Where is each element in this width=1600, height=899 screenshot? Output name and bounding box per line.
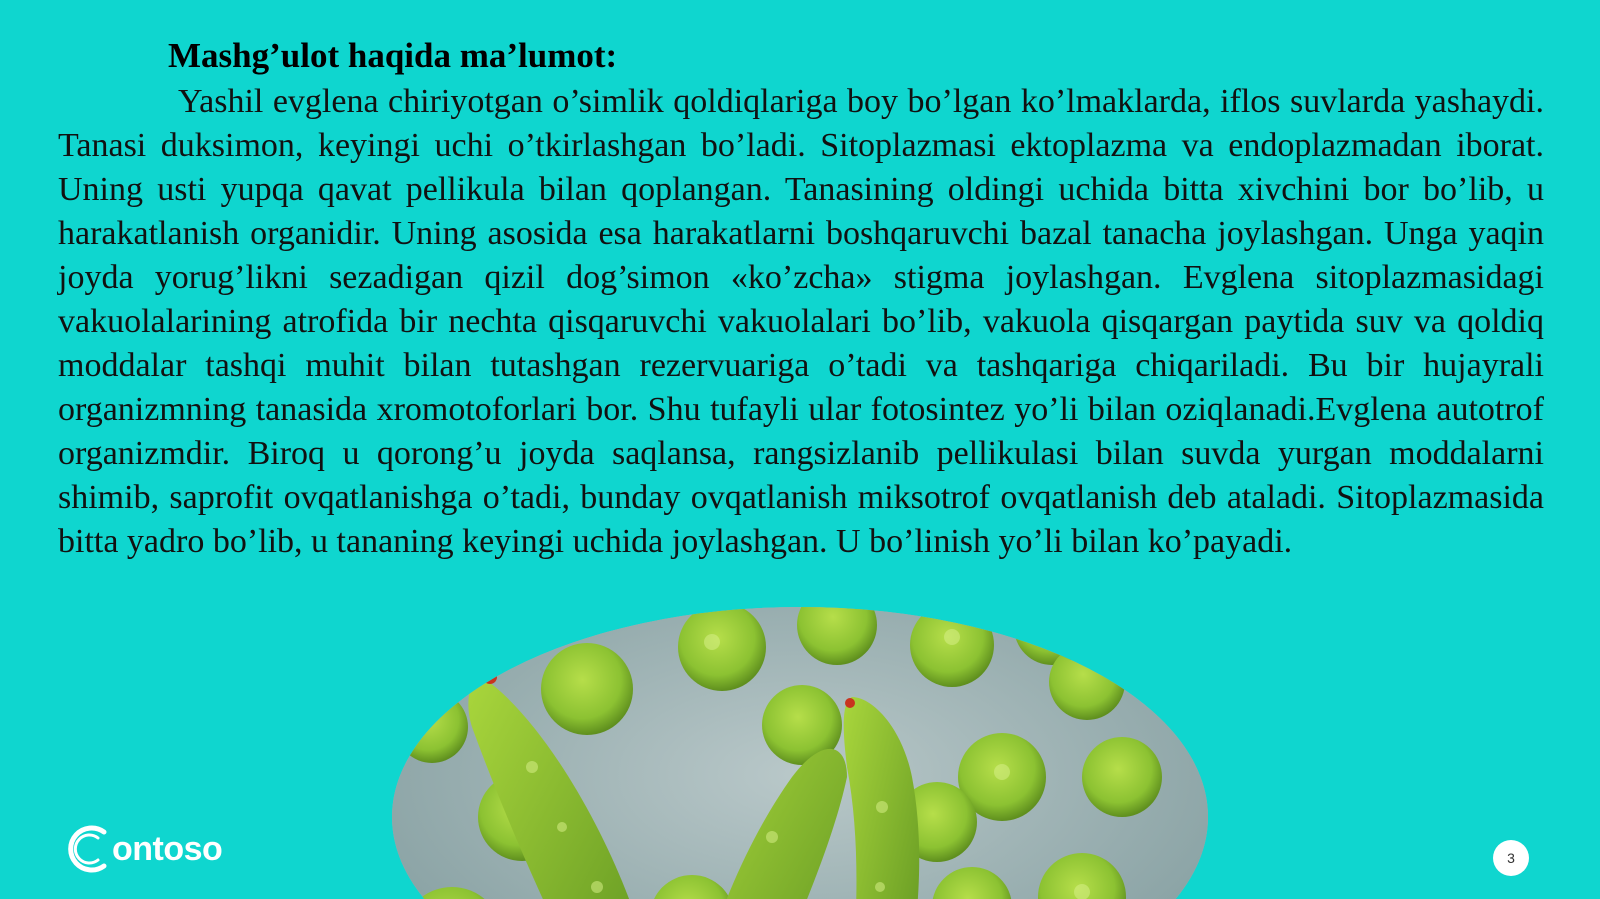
contoso-logo	[66, 822, 222, 876]
page-number-badge: 3	[1493, 840, 1529, 876]
body-paragraph: Yashil evglena chiriyotgan o’simlik qoldiqlariga boy bo’lgan ko’lmaklarda, iflos suvlarda yashaydi. Tanasi duksimon, keyingi uchi o’tkirlashgan bo’ladi. Sitoplazmasi ektoplazma va endoplazmadan iborat. Uning usti yupqa qavat pellikula bilan qoplangan. Tanasining oldingi uchida bitta xivchini bor bo’lib, u harakatlanish organidir. Uning asosida esa harakatlarni boshqaruvchi bazal tanacha joylashgan. Unga yaqin joyda yorug’likni sezadigan qizil dog’simon «ko’zcha» stigma joylashgan. Evglena sitoplazmasidagi vakuolalarining atrofida bir nechta qisqaruvchi vakuolalari bo’lib, vakuola qisqargan paytida suv va qoldiq moddalar tashqi muhit bilan tutashgan rezervuariga o’tadi va tashqariga chiqariladi. Bu bir hujayrali organizmning tanasida xromotoforlari bor. Shu tufayli ular fotosintez yo’li bilan oziqlanadi.Evglena autotrof organizmdir. Biroq u qorong’u joyda saqlansa, rangsizlanib pellikulasi bilan suvda yurgan moddalarni shimib, saprofit ovqatlanishga o’tadi, bunday ovqatlanish miksotrof ovqatlanish deb ataladi. Sitoplazmasida bitta yadro bo’lib, u tananing keyingi uchida joylashgan. U bo’linish yo’li bilan ko’payadi.	[58, 83, 1544, 560]
slide-title: Mashg’ulot haqida ma’lumot:	[168, 36, 618, 75]
euglena-microscope-illustration	[392, 607, 1208, 899]
logo-wordmark: ontoso	[112, 829, 223, 868]
euglena-photo	[392, 607, 1208, 899]
contoso-c-logo-icon	[66, 824, 110, 874]
